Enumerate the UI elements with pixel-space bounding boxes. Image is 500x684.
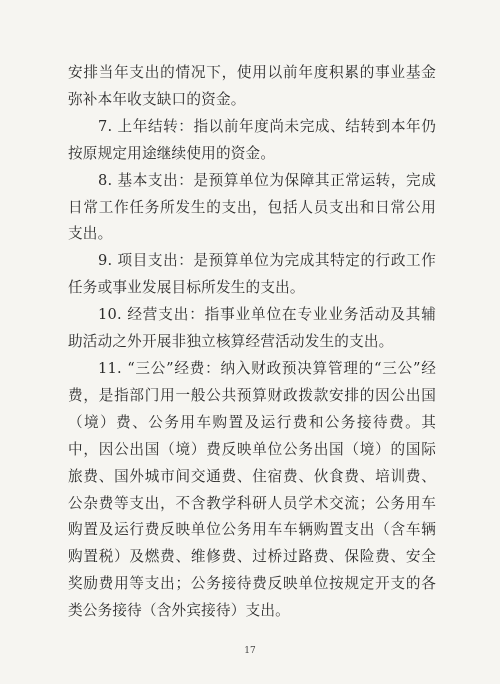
- paragraph-continuation: 安排当年支出的情况下，使用以前年度积累的事业基金弥补本年收支缺口的资金。: [68, 64, 436, 108]
- paragraph-item-7: 7. 上年结转：指以前年度尚未完成、结转到本年仍按原规定用途继续使用的资金。: [68, 117, 436, 162]
- paragraph-item-10: 10. 经营支出：指事业单位在专业业务活动及其辅助活动之外开展非独立核算经营活动发生的支出。: [68, 306, 436, 351]
- paragraph-item-8: 8. 基本支出：是预算单位为保障其正常运转，完成日常工作任务所发生的支出，包括人员支出和日常公用支出。: [68, 171, 436, 243]
- page-number: 17: [244, 646, 256, 656]
- body-text: [68, 60, 436, 625]
- paragraph-item-9: 9. 项目支出：是预算单位为完成其特定的行政工作任务或事业发展目标所发生的支出。: [68, 252, 436, 297]
- paragraph-item-11: 11. “三公”经费：纳入财政预决算管理的“三公”经费，是指部门用一般公共预算财政拨款安排的因公出国（境）费、公务用车购置及运行费和公务接待费。其中，因公出国（境）费反映单位公务出国（境）的国际旅费、国外城市间交通费、住宿费、伙食费、培训费、公杂费等支出，不含教学科研人员学术交流；公务用车购置及运行费反映单位公务用车车辆购置支出（含车辆购置税）及燃费、维修费、过桥过路费、保险费、安全奖励费用等支出；公务接待费反映单位按规定开支的各类公务接待（含外宾接待）支出。: [68, 359, 436, 620]
